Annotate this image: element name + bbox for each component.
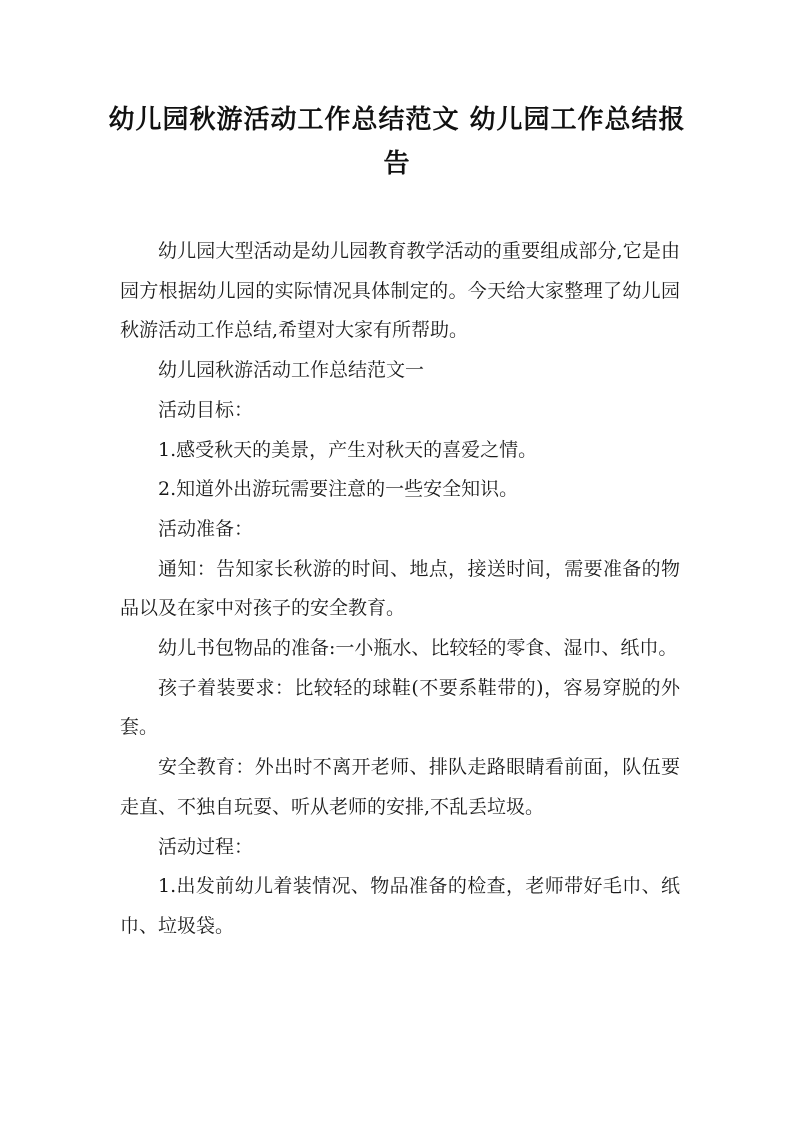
paragraph-prep-safety: 安全教育：外出时不离开老师、排队走路眼睛看前面，队伍要走直、不独自玩耍、听从老师的安排,不乱丢垃圾。 [120, 756, 680, 818]
paragraph-prep-label: 活动准备： [158, 517, 254, 540]
paragraph-prep-bag: 幼儿书包物品的准备:一小瓶水、比较轻的零食、湿巾、纸巾。 [158, 637, 678, 660]
paragraph-goals-label: 活动目标： [158, 398, 254, 421]
paragraph-process-1: 1.出发前幼儿着装情况、物品准备的检查，老师带好毛巾、纸巾、垃圾袋。 [120, 875, 680, 937]
document-body [120, 232, 680, 947]
document-title: 幼儿园秋游活动工作总结范文 幼儿园工作总结报告 [108, 105, 686, 179]
paragraph-section-heading: 幼儿园秋游活动工作总结范文一 [158, 359, 425, 382]
paragraph-process-label: 活动过程： [158, 835, 254, 858]
paragraph-goal-1: 1.感受秋天的美景，产生对秋天的喜爱之情。 [158, 438, 538, 461]
paragraph-prep-notice: 通知：告知家长秋游的时间、地点，接送时间，需要准备的物品以及在家中对孩子的安全教育。 [120, 557, 680, 620]
paragraph-intro: 幼儿园大型活动是幼儿园教育教学活动的重要组成部分,它是由园方根据幼儿园的实际情况具体制定的。今天给大家整理了幼儿园秋游活动工作总结,希望对大家有所帮助。 [120, 240, 680, 342]
paragraph-prep-clothing: 孩子着装要求：比较轻的球鞋(不要系鞋带的)，容易穿脱的外套。 [120, 676, 680, 739]
paragraph-goal-2: 2.知道外出游玩需要注意的一些安全知识。 [158, 478, 519, 501]
